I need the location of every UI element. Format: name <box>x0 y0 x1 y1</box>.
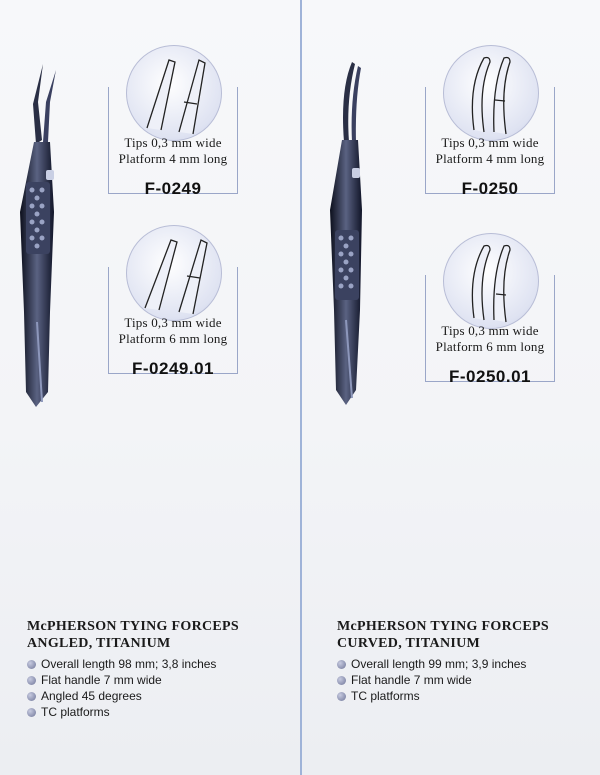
curved-forceps-image <box>322 60 372 420</box>
platform-length-text: Platform 6 mm long <box>435 339 545 354</box>
platform-length-text: Platform 6 mm long <box>118 331 228 346</box>
tip-card-f0249-01 <box>108 225 238 385</box>
spec-item: Overall length 98 mm; 3,8 inches <box>27 656 287 672</box>
spec-item: TC platforms <box>337 688 597 704</box>
bullet-icon <box>27 692 36 701</box>
angled-forceps-image <box>12 62 62 427</box>
tip-width-text: Tips 0,3 mm wide <box>441 323 539 338</box>
spec-item: Flat handle 7 mm wide <box>27 672 287 688</box>
product-angled <box>27 618 287 720</box>
angled-tip-detail <box>126 45 222 141</box>
angled-tip-detail <box>126 225 222 321</box>
tip-width-text: Tips 0,3 mm wide <box>124 315 222 330</box>
platform-length-text: Platform 4 mm long <box>435 151 545 166</box>
curved-tip-detail <box>443 45 539 141</box>
product-subtitle: ANGLED, TITANIUM <box>27 636 171 651</box>
product-curved <box>337 618 597 704</box>
tip-card-f0250-01 <box>425 233 555 393</box>
tip-card-f0250 <box>425 45 555 205</box>
spec-item: Angled 45 degrees <box>27 688 287 704</box>
bullet-icon <box>337 692 346 701</box>
spec-list <box>337 656 597 704</box>
bullet-icon <box>337 676 346 685</box>
bullet-icon <box>27 676 36 685</box>
product-title: McPHERSON TYING FORCEPS <box>337 619 549 634</box>
platform-length-text: Platform 4 mm long <box>118 151 228 166</box>
bullet-icon <box>337 660 346 669</box>
product-code: F-0249 <box>144 179 202 198</box>
curved-tip-detail <box>443 233 539 329</box>
bullet-icon <box>27 660 36 669</box>
spec-item: TC platforms <box>27 704 287 720</box>
spec-item: Flat handle 7 mm wide <box>337 672 597 688</box>
bullet-icon <box>27 708 36 717</box>
tip-card-f0249 <box>108 45 238 205</box>
tip-width-text: Tips 0,3 mm wide <box>124 135 222 150</box>
column-divider <box>300 0 302 775</box>
product-code: F-0250 <box>461 179 519 198</box>
product-code: F-0250.01 <box>449 367 531 386</box>
product-subtitle: CURVED, TITANIUM <box>337 636 481 651</box>
product-code: F-0249.01 <box>132 359 214 378</box>
spec-item: Overall length 99 mm; 3,9 inches <box>337 656 597 672</box>
tip-width-text: Tips 0,3 mm wide <box>441 135 539 150</box>
product-title: McPHERSON TYING FORCEPS <box>27 619 239 634</box>
spec-list <box>27 656 287 720</box>
